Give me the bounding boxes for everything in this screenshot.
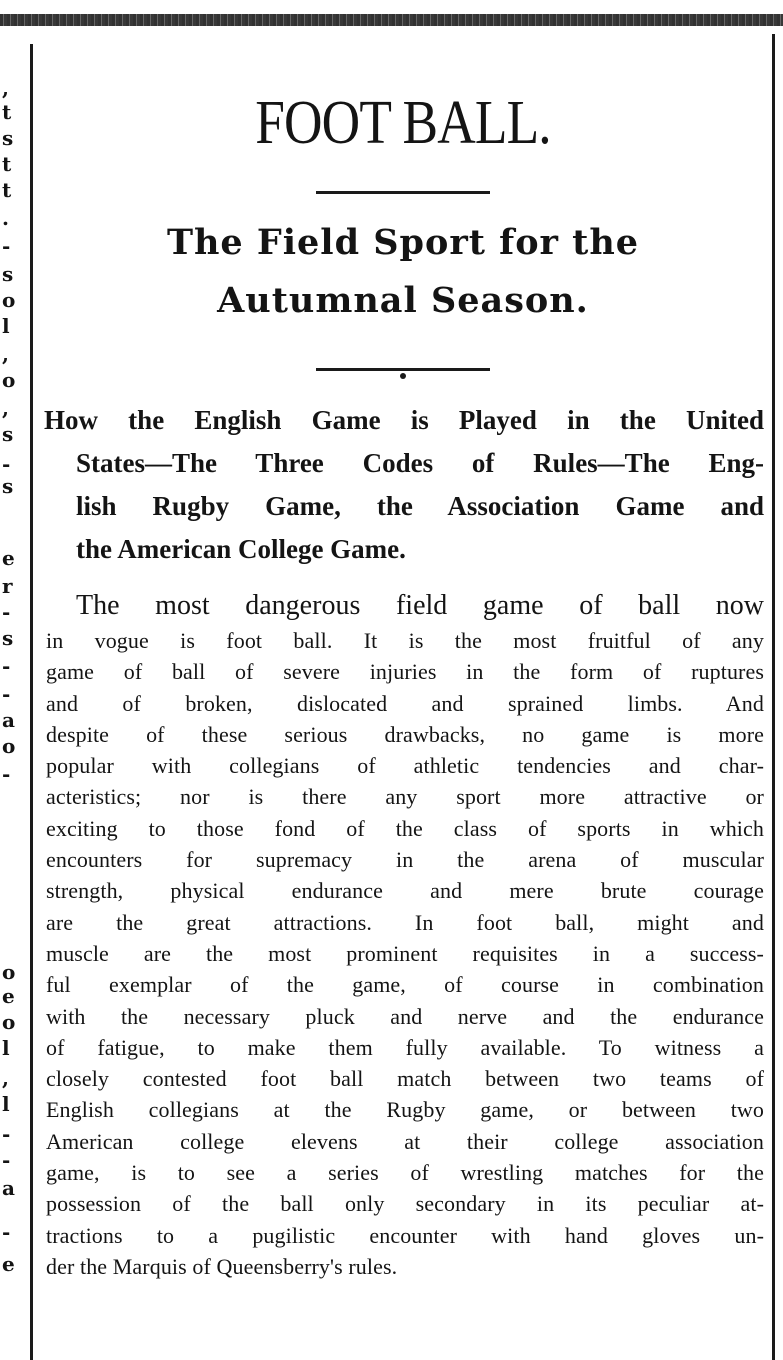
margin-fragment: ,: [2, 1066, 9, 1090]
body-line: American college elevens at their college association: [46, 1128, 764, 1154]
margin-fragment: e: [2, 1252, 15, 1276]
body-line: acteristics; nor is there any sport more attractive or: [46, 784, 764, 810]
body-line: game, is to see a series of wrestling matches for the: [46, 1160, 764, 1186]
body-line: despite of these serious drawbacks, no game is more: [46, 721, 764, 747]
subheadline-line: Autumnal Season.: [217, 280, 589, 321]
body-line: closely contested foot ball match between two teams of: [46, 1066, 764, 1092]
margin-fragment: ,: [2, 342, 9, 366]
margin-fragment: -: [2, 682, 11, 706]
body-line: der the Marquis of Queensberry's rules.: [46, 1253, 398, 1279]
margin-fragment: -: [2, 234, 11, 258]
headline-rule: [316, 191, 490, 194]
margin-fragment: -: [2, 452, 11, 476]
margin-fragment: ,: [2, 396, 9, 420]
deck-line: lish Rugby Game, the Association Game and: [76, 491, 764, 521]
margin-fragment: s: [2, 422, 14, 446]
headline: FOOT BALL.: [255, 89, 551, 157]
margin-fragment: a: [2, 708, 15, 732]
body-line: encounters for supremacy in the arena of muscular: [46, 847, 764, 873]
top-rule: [0, 14, 783, 26]
body-line: with the necessary pluck and nerve and the endurance: [46, 1003, 764, 1029]
margin-fragment: s: [2, 474, 14, 498]
margin-fragment: t: [2, 152, 12, 176]
margin-fragment: t: [2, 178, 12, 202]
margin-fragment: s: [2, 262, 14, 286]
margin-fragment: -: [2, 762, 11, 786]
body-line: tractions to a pugilistic encounter with hand gloves un-: [46, 1222, 764, 1248]
body-line: strength, physical endurance and mere brute courage: [46, 878, 764, 904]
margin-fragment: o: [2, 368, 16, 392]
margin-fragment: -: [2, 600, 11, 624]
margin-fragment: l: [2, 314, 10, 338]
subheadline-line: The Field Sport for the: [166, 222, 640, 263]
subheadline: [34, 214, 772, 330]
margin-fragment: s: [2, 626, 14, 650]
margin-fragment: o: [2, 734, 16, 758]
body-line: and of broken, dislocated and sprained limbs. And: [46, 690, 764, 716]
body-line: ful exemplar of the game, of course in combination: [46, 972, 764, 998]
column-rule-left: [30, 44, 33, 1360]
margin-fragment: -: [2, 654, 11, 678]
margin-fragment: -: [2, 1148, 11, 1172]
margin-fragment: l: [2, 1092, 10, 1116]
lead-line: The most dangerous field game of ball now: [76, 590, 764, 621]
column-rule-right: [772, 34, 775, 1360]
margin-fragment: e: [2, 546, 15, 570]
body-line: English collegians at the Rugby game, or between two: [46, 1097, 764, 1123]
deck-line: States—The Three Codes of Rules—The Eng-: [76, 448, 764, 478]
margin-fragment: o: [2, 960, 16, 984]
margin-fragment: t: [2, 100, 12, 124]
margin-fragment: a: [2, 1176, 15, 1200]
body-line: in vogue is foot ball. It is the most fruitful of any: [46, 628, 764, 653]
margin-fragment: e: [2, 984, 15, 1008]
margin-fragment: o: [2, 1010, 16, 1034]
margin-fragment: o: [2, 288, 16, 312]
body-line: game of ball of severe injuries in the form of ruptures: [46, 659, 764, 685]
body-line: exciting to those fond of the class of sports in which: [46, 815, 764, 841]
deck-line: How the English Game is Played in the United: [44, 405, 764, 435]
body-line: are the great attractions. In foot ball, might and: [46, 909, 764, 935]
subheadline-rule: [316, 368, 490, 371]
margin-fragment: -: [2, 1220, 11, 1244]
margin-fragment: l: [2, 1036, 10, 1060]
margin-fragment: r: [2, 574, 13, 598]
margin-fragment: .: [2, 206, 9, 230]
article: [34, 80, 772, 1282]
margin-fragment: ,: [2, 76, 9, 100]
ornament-dot: [400, 373, 406, 379]
margin-fragment: s: [2, 126, 14, 150]
body-line: muscle are the most prominent requisites in a success-: [46, 940, 764, 966]
body-line: popular with collegians of athletic tendencies and char-: [46, 753, 764, 779]
article-body: [46, 589, 764, 1282]
body-line: possession of the ball only secondary in its peculiar at-: [46, 1191, 764, 1217]
body-line: of fatigue, to make them fully available. To witness a: [46, 1034, 764, 1060]
deck: [44, 399, 764, 571]
deck-line: the American College Game.: [76, 534, 406, 564]
margin-fragment: -: [2, 1122, 11, 1146]
